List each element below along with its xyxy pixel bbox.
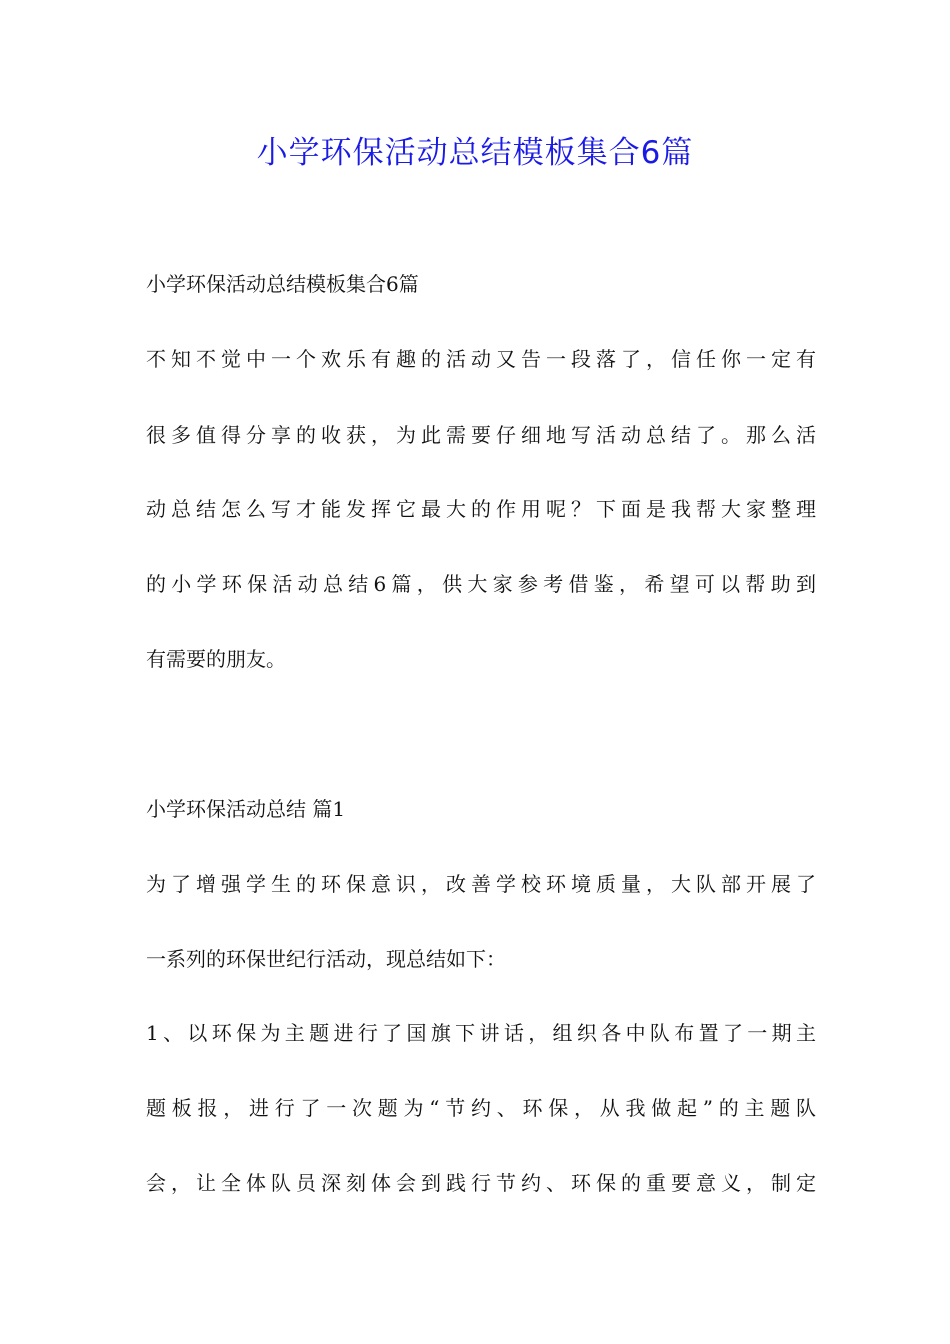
section-heading: 小学环保活动总结 篇1 <box>146 797 346 821</box>
body-line-2: 一系列的环保世纪行活动，现总结如下： <box>146 947 506 971</box>
page-title: 小学环保活动总结模板集合6篇 <box>256 135 694 171</box>
body-line-1: 为了增强学生的环保意识，改善学校环境质量，大队部开展了 <box>146 872 816 896</box>
body-line-4: 题板报，进行了一次题为“节约、环保，从我做起”的主题队 <box>146 1096 816 1120</box>
body-line-3: 1、以环保为主题进行了国旗下讲话，组织各中队布置了一期主 <box>146 1021 816 1045</box>
intro-line-5: 有需要的朋友。 <box>146 647 286 671</box>
intro-line-1: 不知不觉中一个欢乐有趣的活动又告一段落了，信任你一定有 <box>146 347 816 371</box>
subtitle-line: 小学环保活动总结模板集合6篇 <box>146 272 419 296</box>
intro-line-2: 很多值得分享的收获，为此需要仔细地写活动总结了。那么活 <box>146 423 816 447</box>
body-line-5: 会，让全体队员深刻体会到践行节约、环保的重要意义，制定 <box>146 1171 816 1195</box>
intro-line-4: 的小学环保活动总结6篇，供大家参考借鉴，希望可以帮助到 <box>146 572 816 596</box>
intro-line-3: 动总结怎么写才能发挥它最大的作用呢？下面是我帮大家整理 <box>146 497 816 521</box>
